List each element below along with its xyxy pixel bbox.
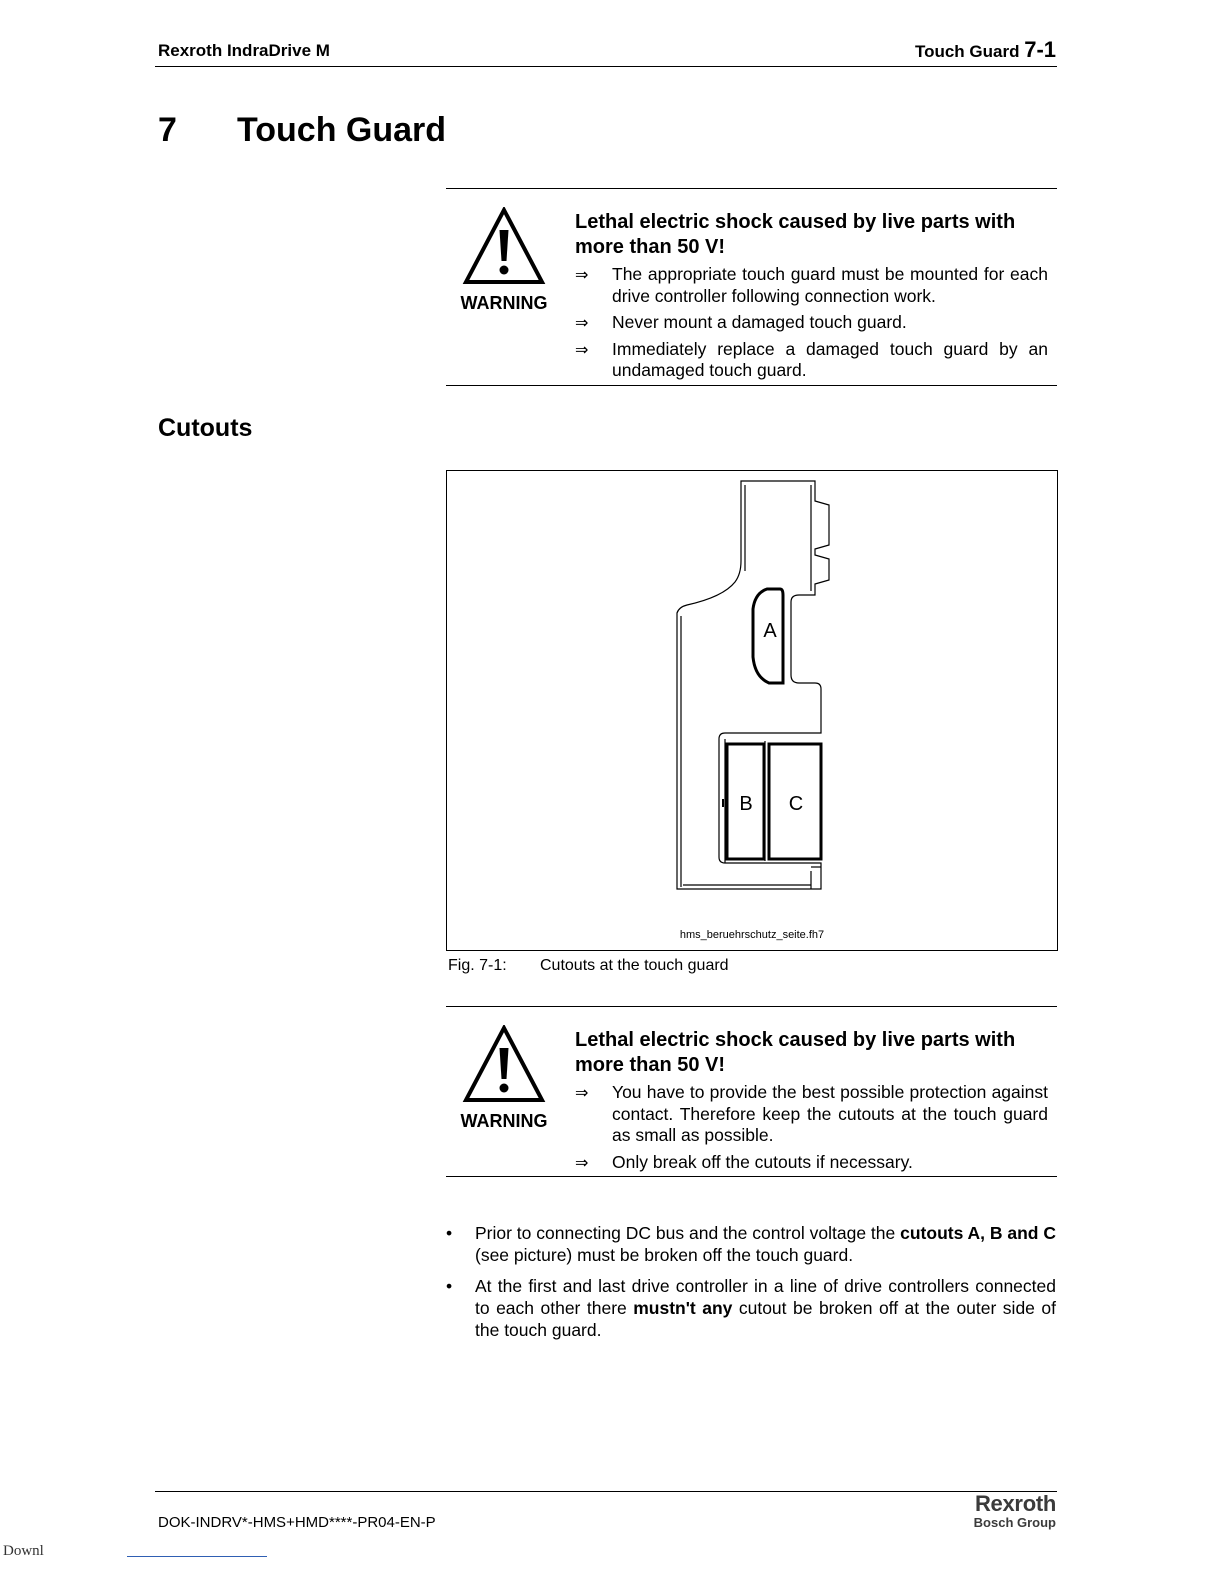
chapter-title: Touch Guard [237, 111, 447, 149]
header-right [915, 37, 1056, 63]
list-item [575, 264, 1048, 307]
page-number: 7-1 [1024, 37, 1056, 62]
edge-text: Downl [3, 1543, 44, 1559]
arrow-icon: ⇒ [575, 265, 589, 284]
document-code: DOK-INDRV*-HMS+HMD****-PR04-EN-P [158, 1514, 436, 1531]
bullet-text-1-bold: cutouts A, B and C [900, 1223, 1057, 1243]
warning-label: WARNING [460, 293, 548, 313]
warning-box-1 [446, 188, 1057, 386]
list-item [446, 1275, 1056, 1341]
edge-link-underline [127, 1556, 267, 1557]
arrow-icon: ⇒ [575, 1083, 589, 1102]
bullet-text-2-bold: mustn't any [633, 1298, 733, 1318]
figure-caption-number: Fig. 7-1: [448, 957, 507, 974]
instruction-list [446, 1222, 1056, 1350]
warning-item-text: You have to provide the best possible protection against contact. Therefore keep the cutouts at the touch guard as small as possible. [612, 1082, 1048, 1145]
list-item [446, 1222, 1056, 1266]
warning-item-text: Never mount a damaged touch guard. [612, 312, 907, 332]
bullet-text-1a: Prior to connecting DC bus and the control voltage the [475, 1223, 901, 1243]
warning-triangle-icon [462, 207, 546, 285]
logo-subline: Bosch Group [973, 1515, 1056, 1530]
cutout-label-b: B [739, 793, 753, 815]
list-item [575, 312, 1048, 334]
warning-title: Lethal electric shock caused by live parts with more than 50 V! [575, 1029, 1016, 1076]
footer-rule [155, 1491, 1057, 1492]
figure-filename: hms_beruehrschutz_seite.fh7 [679, 929, 825, 941]
chapter-number: 7 [158, 111, 177, 149]
warning-item-text: Immediately replace a damaged touch guard by an undamaged touch guard. [612, 338, 1048, 380]
cutout-label-a: A [763, 620, 777, 642]
bullet-icon: • [446, 1223, 453, 1243]
bullet-text-1b: (see picture) must be broken off the touch guard. [475, 1245, 854, 1265]
section-title: Cutouts [158, 414, 253, 442]
bullet-text-2b: cutout be broken off at the outer side of the touch guard. [475, 1298, 1056, 1340]
arrow-icon: ⇒ [575, 339, 589, 359]
warning-item-text: The appropriate touch guard must be mounted for each drive controller following connection work. [612, 264, 1048, 306]
touch-guard-drawing [447, 471, 1057, 950]
logo-wordmark: Rexroth [974, 1491, 1056, 1516]
list-item [575, 339, 1048, 382]
header-title: Rexroth IndraDrive M [158, 41, 330, 60]
warning-box-2 [446, 1006, 1057, 1177]
header-rule [155, 66, 1057, 67]
warning-title: Lethal electric shock caused by live parts with more than 50 V! [575, 211, 1016, 258]
header-section-label: Touch Guard [914, 42, 1020, 61]
warning-list [575, 264, 1048, 387]
rexroth-logo [974, 1493, 1056, 1530]
cutout-label-c: C [788, 793, 804, 815]
figure-touch-guard [446, 470, 1058, 951]
warning-item-text: Only break off the cutouts if necessary. [612, 1151, 913, 1172]
figure-caption-text: Cutouts at the touch guard [540, 957, 729, 974]
warning-list [575, 1082, 1048, 1178]
arrow-icon: ⇒ [575, 313, 589, 332]
bullet-icon: • [446, 1276, 453, 1296]
arrow-icon: ⇒ [575, 1152, 589, 1172]
list-item [575, 1152, 1048, 1174]
warning-triangle-icon [462, 1025, 546, 1103]
bullet-text-2a: At the first and last drive controller in a line of drive controllers connected to each other there [475, 1276, 1056, 1318]
warning-label: WARNING [460, 1111, 548, 1131]
list-item [575, 1082, 1048, 1147]
